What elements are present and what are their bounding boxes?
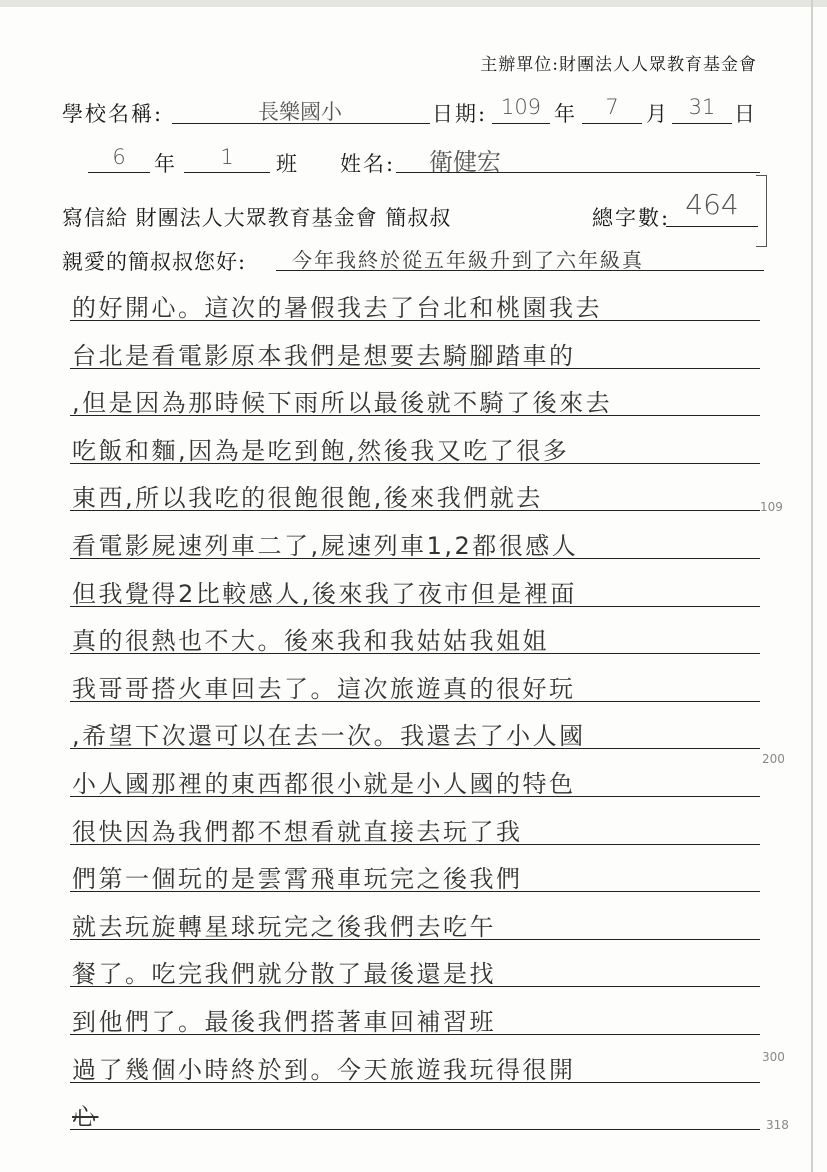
year-underline	[492, 123, 550, 124]
grade-unit: 年	[154, 152, 177, 176]
grade-value: 6	[112, 145, 126, 169]
year-unit: 年	[554, 102, 577, 126]
day-value: 31	[688, 95, 716, 119]
name-value: 衛健宏	[429, 148, 501, 176]
count-bracket	[756, 175, 767, 247]
school-label: 學校名稱:	[62, 102, 164, 126]
margin-note-300: 300	[762, 1050, 785, 1064]
month-underline	[582, 123, 642, 124]
word-count-label: 總字數:	[592, 206, 671, 230]
body-line-5: 吃飯和麵,因為是吃到飽,然後我又吃了很多	[72, 436, 570, 465]
scan-edge	[0, 0, 827, 7]
date-label: 日期:	[432, 102, 488, 126]
body-line-2: 的好開心。這次的暑假我去了台北和桃園我去	[72, 294, 602, 322]
sponsor-text: 主辦單位:財團法人人眾教育基金會	[480, 55, 757, 75]
body-line-4: ,但是因為那時候下雨所以最後就不騎了後來去	[72, 389, 613, 418]
day-underline	[672, 123, 732, 124]
body-line-14: 們第一個玩的是雲霄飛車玩完之後我們	[72, 865, 523, 894]
margin-note-200: 200	[762, 752, 785, 766]
body-line-9: 真的很熱也不大。後來我和我姑姑我姐姐	[72, 627, 549, 656]
body-line-12: 小人國那裡的東西都很小就是小人國的特色	[72, 770, 576, 798]
body-line-11: ,希望下次還可以在去一次。我還去了小人國	[72, 722, 586, 751]
body-line-7: 看電影屍速列車二了,屍速列車1,2都很感人	[72, 532, 579, 560]
body-line-19: 心	[72, 1103, 99, 1132]
word-count-value: 464	[685, 188, 739, 221]
body-line-13: 很快因為我們都不想看就直接去玩了我	[72, 817, 523, 846]
greeting: 親愛的簡叔叔您好:	[62, 250, 247, 274]
month-value: 7	[605, 95, 619, 119]
body-line-3: 台北是看電影原本我們是想要去騎腳踏車的	[72, 341, 576, 370]
grade-underline	[88, 172, 150, 173]
margin-note-109: 109	[760, 500, 783, 514]
body-line-1: 今年我終於從五年級升到了六年級真	[292, 248, 644, 272]
day-unit: 日	[734, 102, 757, 126]
scan-edge-right	[811, 0, 813, 1172]
body-line-15: 就去玩旋轉星球玩完之後我們去吃午	[72, 912, 496, 941]
school-value: 長樂國小	[258, 100, 342, 124]
body-line-8: 但我覺得2比較感人,後來我了夜市但是裡面	[72, 579, 577, 608]
class-unit: 班	[276, 152, 299, 176]
body-line-18: 過了幾個小時終於到。今天旅遊我玩得很開	[72, 1055, 576, 1084]
margin-note-318: 318	[766, 1118, 789, 1132]
body-line-10: 我哥哥搭火車回去了。這次旅遊真的很好玩	[72, 674, 576, 703]
month-unit: 月	[646, 102, 669, 126]
name-label: 姓名:	[340, 152, 396, 176]
body-line-16: 餐了。吃完我們就分散了最後還是找	[72, 960, 496, 989]
year-value: 109	[500, 95, 542, 119]
recipient-line: 寫信給 財團法人大眾教育基金會 簡叔叔	[62, 206, 452, 230]
class-value: 1	[220, 145, 234, 169]
word-count-underline	[666, 226, 758, 227]
body-line-6: 東西,所以我吃的很飽很飽,後來我們就去	[72, 484, 543, 513]
class-underline	[184, 172, 270, 173]
body-line-17: 到他們了。最後我們搭著車回補習班	[72, 1008, 496, 1036]
